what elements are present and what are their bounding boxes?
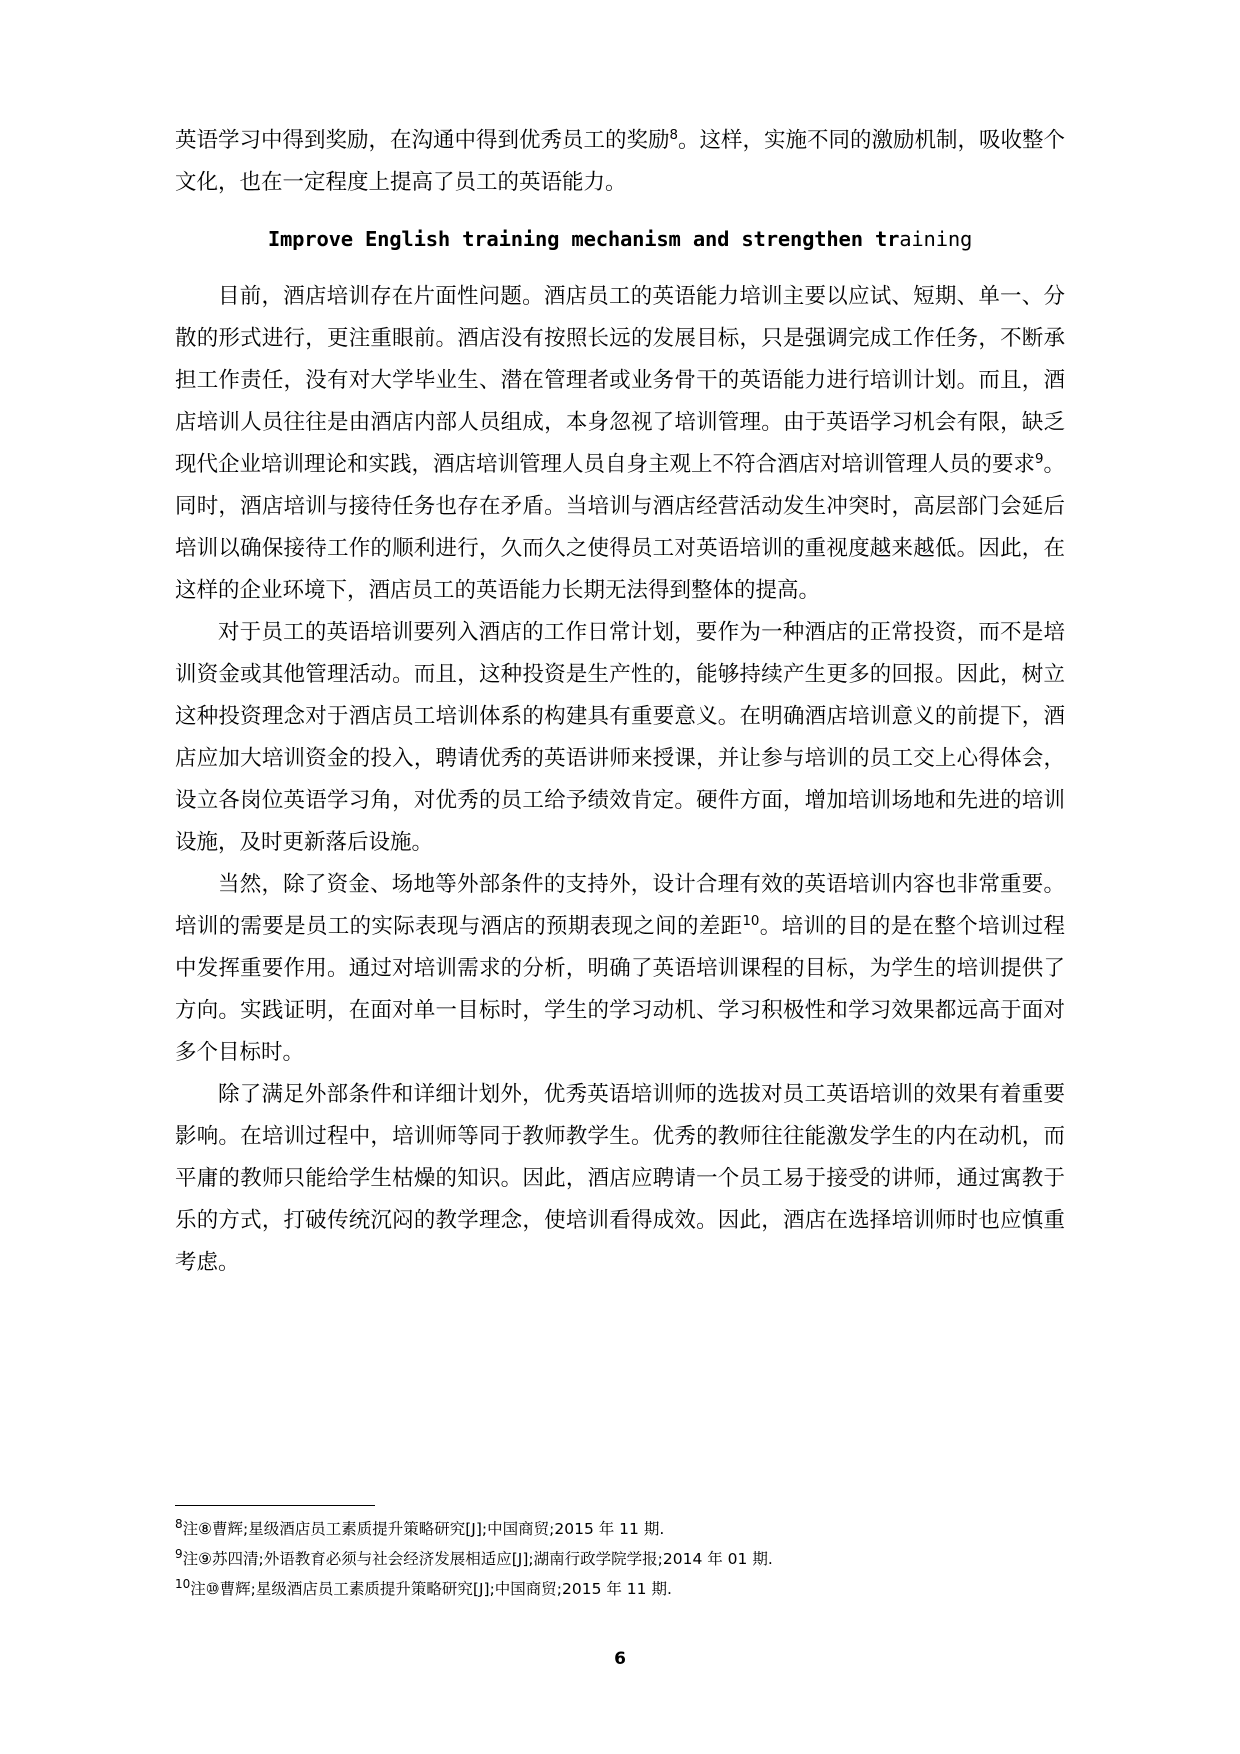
footnote-item <box>175 1544 1065 1574</box>
footnote-item <box>175 1514 1065 1544</box>
footnote-number: 9 <box>175 1546 183 1561</box>
paragraph-3 <box>175 864 1065 1074</box>
paragraph-1 <box>175 276 1065 612</box>
continued-paragraph-text-a: 英语学习中得到奖励，在沟通中得到优秀员工的奖励 <box>175 128 670 153</box>
paragraph-1-text-a: 目前，酒店培训存在片面性问题。酒店员工的英语能力培训主要以应试、短期、单一、分散的形式进行，更注重眼前。酒店没有按照长远的发展目标，只是强调完成工作任务，不断承担工作责任，没有对大学毕业生、潜在管理者或业务骨干的英语能力进行培训计划。而且，酒店培训人员往往是由酒店内部人员组成，本身忽视了培训管理。由于英语学习机会有限，缺乏现代企业培训理论和实践，酒店培训管理人员自身主观上不符合酒店对培训管理人员的要求 <box>175 284 1065 477</box>
footnote-text: 注⑧曹辉;星级酒店员工素质提升策略研究[J];中国商贸;2015 年 11 期. <box>182 1520 665 1538</box>
paragraph-1-text-b: 。同时，酒店培训与接待任务也存在矛盾。当培训与酒店经营活动发生冲突时，高层部门会延后培训以确保接待工作的顺利进行，久而久之使得员工对英语培训的重视度越来越低。因此，在这样的企业环境下，酒店员工的英语能力长期无法得到整体的提高。 <box>175 452 1066 603</box>
footnote-text: 注⑨苏四清;外语教育必须与社会经济发展相适应[J];湖南行政学院学报;2014 年 01 期. <box>182 1550 773 1568</box>
paragraph-2-text-a: 对于员工的英语培训要列入酒店的工作日常计划，要作为一种酒店的正常投资，而不是培训资金或其他管理活动。而且，这种投资是生产性的，能够持续产生更多的回报。因此，树立这种投资理念对于酒店员工培训体系的构建具有重要意义。在明确酒店培训意义的前提下，酒店应加大培训资金的投入，聘请优秀的英语讲师来授课，并让参与培训的员工交上心得体会，设立各岗位英语学习角，对优秀的员工给予绩效肯定。硬件方面，增加培训场地和先进的培训设施，及时更新落后设施。 <box>175 620 1065 855</box>
footnote-number: 8 <box>175 1516 183 1531</box>
section-heading <box>175 218 1065 260</box>
section-heading-bold: Improve English training mechanism and strengthen tr <box>267 227 900 251</box>
continued-paragraph-text-b: 。这样，实施不同的激励机制，吸收整个文化，也在一定程度上提高了员工的英语能力。 <box>175 128 1066 195</box>
continued-paragraph <box>175 120 1065 204</box>
paragraph-2 <box>175 612 1065 864</box>
page-number: 6 <box>614 1649 626 1669</box>
paragraph-4-text-a: 除了满足外部条件和详细计划外，优秀英语培训师的选拔对员工英语培训的效果有着重要影响。在培训过程中，培训师等同于教师教学生。优秀的教师往往能激发学生的内在动机，而平庸的教师只能给学生枯燥的知识。因此，酒店应聘请一个员工易于接受的讲师，通过寓教于乐的方式，打破传统沉闷的教学理念，使培训看得成效。因此，酒店在选择培训师时也应慎重考虑。 <box>175 1082 1065 1275</box>
footnote-item <box>175 1574 1065 1604</box>
footnote-ref-9[interactable]: 9 <box>1035 451 1044 467</box>
paragraph-3-text-a: 当然，除了资金、场地等外部条件的支持外，设计合理有效的英语培训内容也非常重要。培训的需要是员工的实际表现与酒店的预期表现之间的差距 <box>175 872 1065 939</box>
footnote-ref-8[interactable]: 8 <box>669 127 678 143</box>
footnote-text: 注⑩曹辉;星级酒店员工素质提升策略研究[J];中国商贸;2015 年 11 期. <box>190 1580 672 1598</box>
paragraph-3-text-b: 。培训的目的是在整个培训过程中发挥重要作用。通过对培训需求的分析，明确了英语培训课程的目标，为学生的培训提供了方向。实践证明，在面对单一目标时，学生的学习动机、学习积极性和学习效果都远高于面对多个目标时。 <box>175 914 1065 1065</box>
footnote-number: 10 <box>175 1576 191 1591</box>
paragraph-4 <box>175 1074 1065 1284</box>
footnote-section <box>175 1505 1065 1604</box>
footnote-ref-10[interactable]: 10 <box>742 913 760 929</box>
section-heading-thin: aining <box>899 227 973 251</box>
footnote-divider <box>175 1505 375 1506</box>
